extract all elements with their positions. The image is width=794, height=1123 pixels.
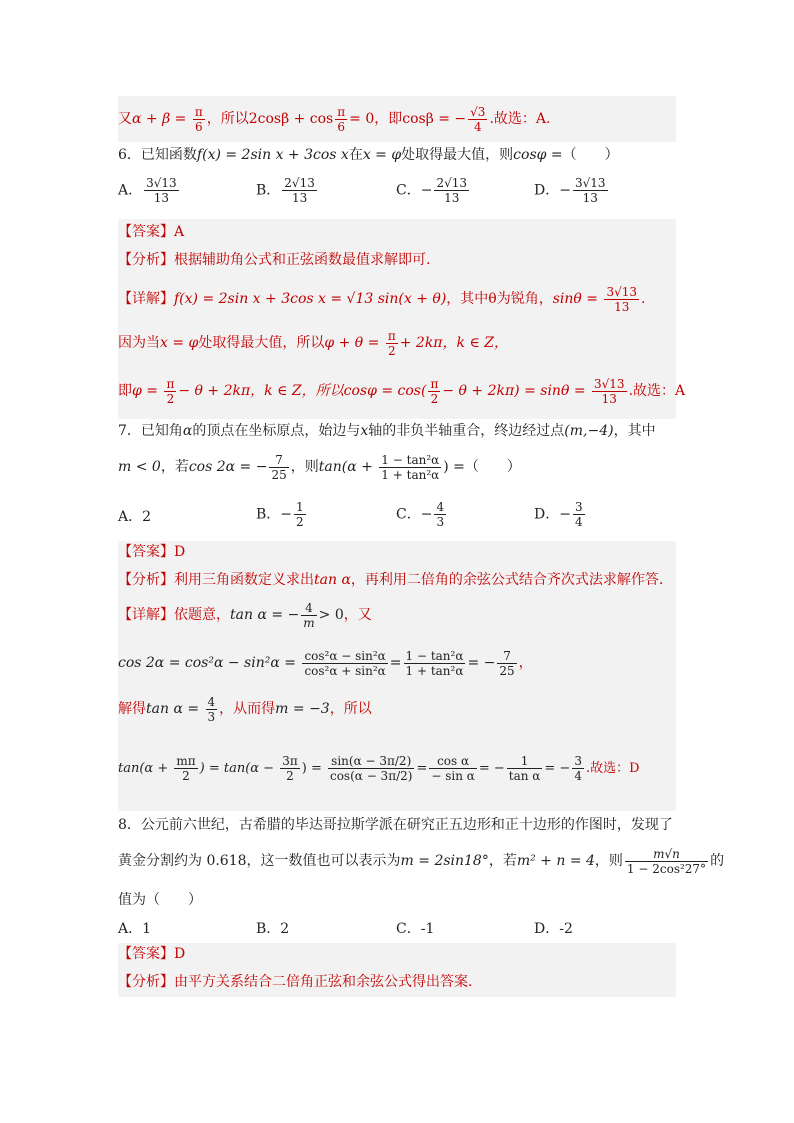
q7-options <box>118 500 676 536</box>
q7-stem-2: m < 0，若cos 2α = − $\frac{7}{25}$ ，则tan(α + $\frac{\text{1 − tan²α}}{\text{1 + tan²α}}$ ) =（ ） <box>118 452 521 482</box>
q8-stem-2: 黄金分割约为 0.618，这一数值也可以表示为m = 2sin18°，若m² + n = 4，则 $\frac{m√n}{\text{1 − 2cos²27°}}$ 的 <box>118 846 725 876</box>
q8-option-c[interactable]: C．-1 <box>396 921 435 937</box>
q7-option-c[interactable]: C．− $\frac{4}{3}$ <box>396 500 445 529</box>
q7-stem-1: 7．已知角α的顶点在坐标原点，始边与x轴的非负半轴重合，终边经过点(m,−4)，其中 <box>118 423 656 439</box>
q8-option-b[interactable]: B．2 <box>256 921 290 937</box>
q6-options <box>118 176 676 212</box>
q8-options <box>118 918 676 938</box>
q7-detail-2: cos 2α = cos²α − sin²α = $\frac{\text{cos²α − sin²α}}{\text{cos²α + sin²α}}$ = $\frac{\text{1 − tan²α}}{\text{1 + tan²α}}$ = − $\frac{7}{25}$ ， <box>118 648 533 678</box>
q6-option-c[interactable]: C．− $\frac{2√13}{13}$ <box>396 176 468 205</box>
q6-stem: 6．已知函数f(x) = 2sin x + 3cos x在x = φ处取得最大值，则cosφ =（ ） <box>118 147 619 163</box>
q6-option-a[interactable]: A． $\frac{3√13}{13}$ <box>118 176 177 205</box>
q8-analysis: 【分析】由平方关系结合二倍角正弦和余弦公式得出答案. <box>118 974 473 990</box>
q6-detail-2: 因为当x = φ处取得最大值，所以φ + θ = $\frac{\pi}{2}$ + 2kπ，k ∈ Z， <box>118 328 508 358</box>
fraction: $\frac{√3}{4}$ <box>470 104 486 134</box>
q7-option-d[interactable]: D．− $\frac{3}{4}$ <box>534 500 583 529</box>
q8-answer: 【答案】D <box>118 946 186 962</box>
fraction: $\frac{\pi}{6}$ <box>337 104 346 134</box>
q7-option-b[interactable]: B．− $\frac{1}{2}$ <box>256 500 304 529</box>
q6-answer: 【答案】A <box>118 224 185 240</box>
q6-analysis: 【分析】根据辅助角公式和正弦函数最值求解即可. <box>118 252 431 268</box>
q6-detail-1: 【详解】f(x) = 2sin x + 3cos x = √13 sin(x + θ)，其中θ为锐角，sinθ = $\frac{3√13}{13}$ . <box>118 284 646 314</box>
q7-detail-3: 解得tan α = $\frac{4}{3}$ ，从而得m = −3，所以 <box>118 694 372 724</box>
fraction: $\frac{\pi}{6}$ <box>194 104 203 134</box>
q6-option-d[interactable]: D．− $\frac{3√13}{13}$ <box>534 176 606 205</box>
q7-analysis: 【分析】利用三角函数定义求出tan α，再利用二倍角的余弦公式结合齐次式法求解作答. <box>118 572 664 588</box>
q8-option-d[interactable]: D．-2 <box>534 921 573 937</box>
q8-stem-1: 8．公元前六世纪，古希腊的毕达哥拉斯学派在研究正五边形和正十边形的作图时，发现了 <box>118 817 673 833</box>
q7-option-a[interactable]: A．2 <box>118 509 152 525</box>
q7-answer: 【答案】D <box>118 544 186 560</box>
q6-detail-3: 即φ = $\frac{\pi}{2}$ − θ + 2kπ，k ∈ Z，所以cosφ = cos( $\frac{\pi}{2}$ − θ + 2kπ) = sinθ = $\frac{3√13}{13}$ .故选：A <box>118 376 686 406</box>
q7-detail-1: 【详解】依题意，tan α = − $\frac{4}{m}$ > 0，又 <box>118 600 372 630</box>
q5-conclusion: 又α + β = $\frac{\pi}{6}$ ，所以2cosβ + cos $\frac{\pi}{6}$ = 0，即cosβ = − $\frac{√3}{4}$ .故选：A. <box>118 104 551 134</box>
q8-stem-3: 值为（ ） <box>118 892 202 908</box>
q7-detail-4: tan(α + $\frac{m\pi}{2}$ ) = tan(α − $\frac{3\pi}{2}$ ) = $\frac{\sin(\alpha - 3\pi/2)}{\cos(\alpha - 3\pi/2)}$ = $\frac{\text{cos α}}{\text{− sin α}}$ = − $\frac{1}{\text{tan α}}$ = − $\frac{3}{4}$ .故选：D <box>118 754 640 783</box>
q6-option-b[interactable]: B． $\frac{2√13}{13}$ <box>256 176 315 205</box>
q8-option-a[interactable]: A．1 <box>118 921 152 937</box>
